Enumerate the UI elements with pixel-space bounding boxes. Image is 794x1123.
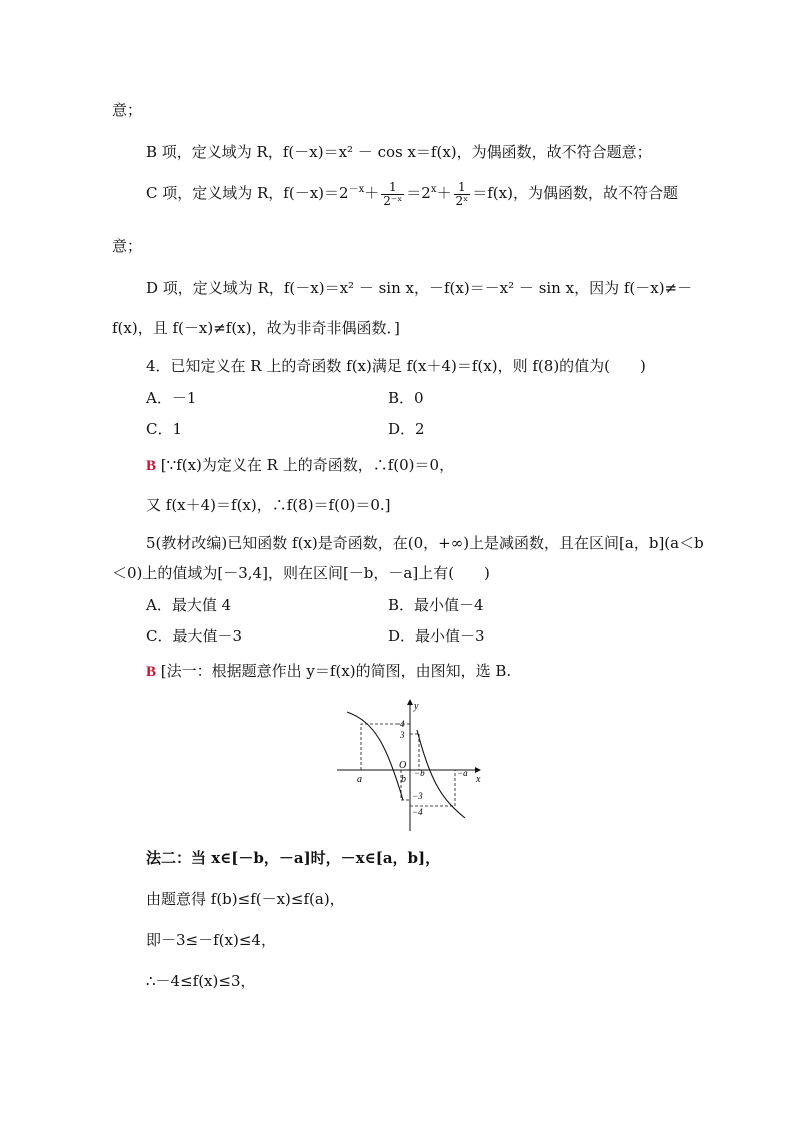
q4-option-c: C．1 [146, 420, 183, 438]
text-line-6: f(x)，且 f(－x)≠f(x)，故为非奇非偶函数．] [112, 319, 400, 337]
method-2-line-1: 法二：当 x∈[－b，－a]时，－x∈[a，b]， [146, 849, 441, 867]
fraction-1-num: 1 [381, 181, 404, 195]
q4-option-a: A．－1 [146, 389, 197, 407]
text-line-option-c [146, 180, 678, 208]
answer-5-text: [法一：根据题意作出 y＝f(x)的简图，由图知，选 B. [160, 662, 512, 680]
c-part-3: ＝2 [406, 184, 431, 202]
text-line-option-b: B 项，定义域为 R，f(－x)＝x² － cos x＝f(x)，为偶函数，故不符合题意； [146, 143, 652, 161]
q5-option-a: A．最大值 4 [146, 596, 232, 614]
text-line-option-d: D 项，定义域为 R，f(－x)＝x² － sin x，－f(x)＝－x² － sin x，因为 f(－x)≠－ [146, 279, 693, 297]
y-axis-arrow [407, 699, 413, 705]
c-part-1: C 项，定义域为 R，f(－x)＝2 [146, 184, 349, 202]
fraction-1 [381, 181, 404, 208]
answer-5-letter: B [146, 664, 157, 680]
question-4: 4．已知定义在 R 上的奇函数 f(x)满足 f(x＋4)＝f(x)，则 f(8)的值为( ) [146, 357, 646, 375]
text-line-1: 意； [112, 101, 143, 119]
c-part-4: ＋ [436, 184, 452, 202]
c-exp-2: x [430, 184, 437, 195]
x-axis-arrow [475, 767, 481, 773]
fraction-2 [454, 181, 471, 208]
label-a: a [357, 774, 362, 785]
fraction-1-den: 2⁻ˣ [383, 193, 403, 208]
fraction-2-num: 1 [454, 181, 471, 195]
label-b: b [401, 774, 406, 785]
text-line-4: 意； [112, 237, 143, 255]
question-5-line-2: ＜0)上的值域为[－3,4]，则在区间[－b，－a]上有( ) [112, 564, 490, 582]
answer-4-text: [∵f(x)为定义在 R 上的奇函数，∴f(0)＝0， [160, 456, 455, 474]
answer-4-line-2: 又 f(x＋4)＝f(x)，∴f(8)＝f(0)＝0.] [146, 496, 391, 514]
curve-left [347, 712, 403, 800]
label-neg3: −3 [412, 791, 423, 801]
fraction-2-den: 2ˣ [455, 193, 469, 208]
method-2-line-2: 由题意得 f(b)≤f(－x)≤f(a)， [146, 890, 345, 908]
answer-4-letter: B [146, 458, 157, 474]
guide-left-4 [361, 724, 397, 770]
label-origin: O [399, 760, 407, 771]
c-exp-1: －x [348, 184, 365, 195]
answer-5-line-1 [146, 661, 511, 682]
function-sketch-graph [335, 696, 485, 834]
method-2-line-3: 即－3≤－f(x)≤4， [146, 931, 276, 949]
q5-option-c: C．最大值－3 [146, 627, 243, 645]
label-y: y [414, 701, 419, 712]
c-part-2: ＋ [364, 184, 380, 202]
label-x: x [476, 774, 481, 785]
q5-option-d: D．最小值－3 [388, 627, 485, 645]
q5-option-b: B．最小值－4 [388, 596, 484, 614]
label-neg-a: −a [457, 768, 468, 778]
q4-option-b: B．0 [388, 389, 424, 407]
q4-option-d: D．2 [388, 420, 425, 438]
label-neg-b: −b [414, 768, 425, 778]
method-2-line-4: ∴－4≤f(x)≤3， [146, 972, 256, 990]
answer-4-line-1 [146, 455, 454, 476]
label-3: 3 [400, 730, 405, 740]
label-4: 4 [400, 719, 405, 729]
label-neg4: −4 [412, 807, 423, 817]
question-5-line-1: 5(教材改编)已知函数 f(x)是奇函数，在(0，+∞)上是减函数，且在区间[a，b](a＜b [146, 534, 704, 552]
c-part-5: ＝f(x)，为偶函数，故不符合题 [472, 184, 678, 202]
